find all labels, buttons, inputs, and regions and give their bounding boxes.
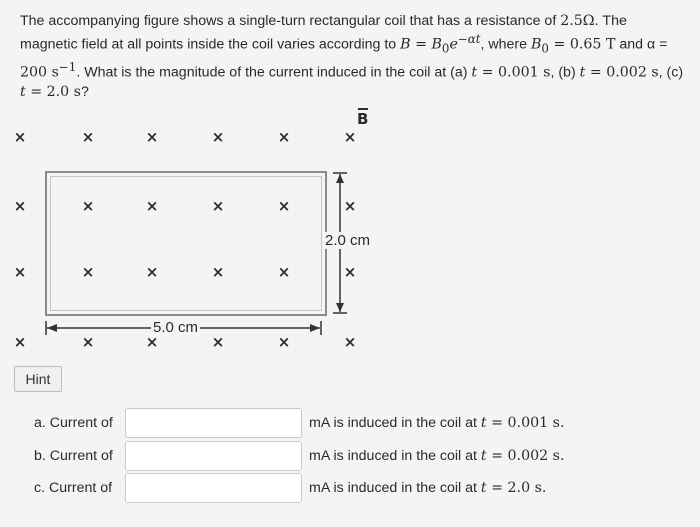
alpha-value: 200 s (20, 65, 59, 82)
time-value: = 2.0 s (25, 83, 81, 100)
field-into-page-mark-icon: × (81, 128, 95, 146)
field-into-page-mark-icon: × (81, 263, 95, 281)
math-exp: −1 (58, 60, 77, 75)
answer-label: c. Current of (34, 480, 113, 496)
field-label: B (357, 110, 369, 128)
answer-row-c (0, 473, 700, 503)
math-var: e (449, 37, 458, 54)
math-sub: 0 (541, 41, 549, 56)
field-into-page-mark-icon: × (211, 128, 225, 146)
coil-figure (0, 100, 700, 360)
math-eq: = (410, 37, 432, 54)
current-b-input[interactable] (125, 441, 302, 471)
math-var: B (530, 37, 542, 54)
answer-row-a (0, 408, 700, 438)
width-label: 5.0 cm (153, 319, 199, 336)
answer-suffix: mA is induced in the coil at t = 2.0 s. (309, 480, 547, 496)
field-into-page-mark-icon: × (145, 128, 159, 146)
current-a-input[interactable] (125, 408, 302, 438)
field-into-page-mark-icon: × (277, 197, 291, 215)
field-into-page-mark-icon: × (13, 333, 27, 351)
field-into-page-mark-icon: × (343, 333, 357, 351)
field-into-page-mark-icon: × (13, 197, 27, 215)
field-into-page-mark-icon: × (145, 333, 159, 351)
question-part: , where (480, 37, 531, 54)
field-into-page-mark-icon: × (13, 128, 27, 146)
answer-suffix: mA is induced in the coil at t = 0.001 s. (309, 415, 565, 431)
field-into-page-mark-icon: × (211, 263, 225, 281)
field-into-page-mark-icon: × (343, 263, 357, 281)
question-part: The accompanying figure shows a single-turn rectangular coil that has a resistance of (20, 13, 561, 29)
math-var: t (579, 65, 586, 82)
question-part: and α = (615, 37, 668, 54)
field-into-page-mark-icon: × (211, 333, 225, 351)
hint-button[interactable]: Hint (14, 366, 62, 392)
resistance-value: 2.5Ω (560, 13, 595, 29)
field-into-page-mark-icon: × (81, 197, 95, 215)
field-into-page-mark-icon: × (145, 197, 159, 215)
field-into-page-mark-icon: × (13, 263, 27, 281)
answer-label: b. Current of (34, 448, 113, 464)
math-var: B (431, 37, 442, 54)
time-value: = 0.002 s (585, 65, 659, 82)
height-label: 2.0 cm (325, 232, 371, 249)
question-text (20, 12, 686, 101)
answer-label: a. Current of (34, 415, 113, 431)
math-var: t (471, 65, 478, 82)
b0-value: = 0.65 T (548, 37, 616, 54)
field-into-page-mark-icon: × (277, 128, 291, 146)
field-into-page-mark-icon: × (277, 333, 291, 351)
field-into-page-mark-icon: × (343, 128, 357, 146)
question-part: . The magnetic field at all points inside the coil varies according to (20, 13, 627, 54)
field-into-page-mark-icon: × (145, 263, 159, 281)
math-sub: 0 (441, 41, 450, 56)
field-into-page-mark-icon: × (343, 197, 357, 215)
math-var: B (400, 37, 411, 54)
question-part: , (c) (658, 65, 684, 82)
answer-row-b (0, 441, 700, 471)
question-part: . What is the magnitude of the current induced in the coil at (a) (76, 65, 472, 82)
math-exp: −αt (457, 32, 481, 47)
answer-suffix: mA is induced in the coil at t = 0.002 s. (309, 448, 565, 464)
field-into-page-mark-icon: × (211, 197, 225, 215)
current-c-input[interactable] (125, 473, 302, 503)
field-into-page-mark-icon: × (277, 263, 291, 281)
field-into-page-mark-icon: × (81, 333, 95, 351)
time-value: = 0.001 s (477, 65, 551, 82)
math-var: t (20, 83, 26, 100)
question-part: ? (80, 83, 89, 100)
question-part: , (b) (550, 65, 580, 82)
